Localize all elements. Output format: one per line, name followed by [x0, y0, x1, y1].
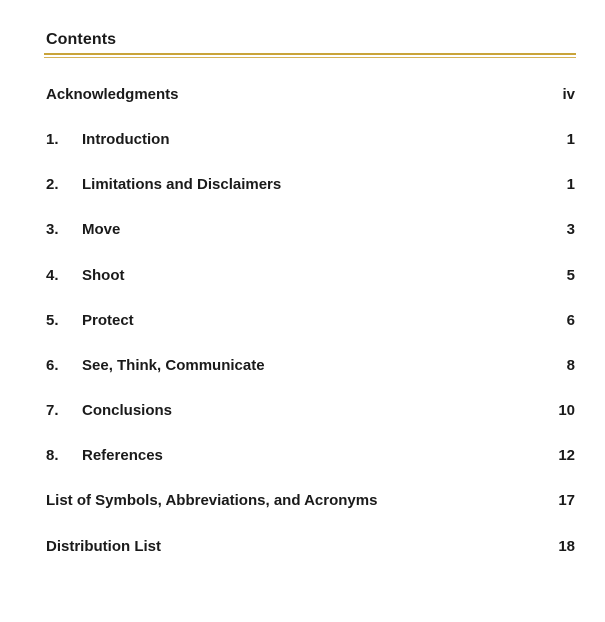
- toc-entry-page: 1: [566, 176, 575, 193]
- toc-entry-title: References: [82, 447, 163, 464]
- toc-entry-page: 5: [566, 267, 575, 284]
- toc-entry-title: Move: [82, 221, 121, 238]
- contents-heading: Contents: [46, 31, 117, 48]
- toc-entry-move[interactable]: [46, 220, 575, 240]
- toc-entry-page: 3: [566, 221, 575, 238]
- toc-entry-title: Limitations and Disclaimers: [82, 176, 282, 193]
- toc-entry-page: 8: [566, 357, 575, 374]
- table-of-contents: [46, 0, 575, 622]
- toc-entry-list-of-symbols[interactable]: [46, 491, 575, 511]
- toc-entry-see-think-communicate[interactable]: [46, 356, 575, 376]
- toc-entry-title: Introduction: [82, 131, 170, 148]
- toc-entry-conclusions[interactable]: [46, 401, 575, 421]
- toc-entry-references[interactable]: [46, 446, 575, 466]
- toc-entry-limitations[interactable]: [46, 175, 575, 195]
- toc-entry-number: 3.: [46, 221, 59, 238]
- toc-entry-page: 1: [566, 131, 575, 148]
- toc-entry-page: 17: [558, 492, 575, 509]
- toc-entry-protect[interactable]: [46, 311, 575, 331]
- toc-entry-page: 18: [558, 538, 575, 555]
- toc-entry-title: List of Symbols, Abbreviations, and Acronyms: [46, 492, 378, 509]
- toc-entry-title: Shoot: [82, 267, 125, 284]
- toc-entry-introduction[interactable]: [46, 130, 575, 150]
- toc-entry-title: Acknowledgments: [46, 86, 179, 103]
- toc-entry-page: 10: [558, 402, 575, 419]
- toc-entry-number: 8.: [46, 447, 59, 464]
- toc-entry-number: 6.: [46, 357, 59, 374]
- toc-entry-number: 7.: [46, 402, 59, 419]
- toc-entry-distribution-list[interactable]: [46, 537, 575, 557]
- toc-entry-number: 1.: [46, 131, 59, 148]
- toc-entry-title: Distribution List: [46, 538, 161, 555]
- toc-entry-page: iv: [562, 86, 575, 103]
- toc-entry-number: 5.: [46, 312, 59, 329]
- toc-entry-page: 6: [566, 312, 575, 329]
- toc-entry-title: Protect: [82, 312, 134, 329]
- toc-entry-shoot[interactable]: [46, 266, 575, 286]
- toc-entry-title: See, Think, Communicate: [82, 357, 265, 374]
- toc-entry-page: 12: [558, 447, 575, 464]
- toc-entry-acknowledgments[interactable]: [46, 85, 575, 105]
- toc-entry-number: 2.: [46, 176, 59, 193]
- toc-entry-number: 4.: [46, 267, 59, 284]
- toc-entry-title: Conclusions: [82, 402, 173, 419]
